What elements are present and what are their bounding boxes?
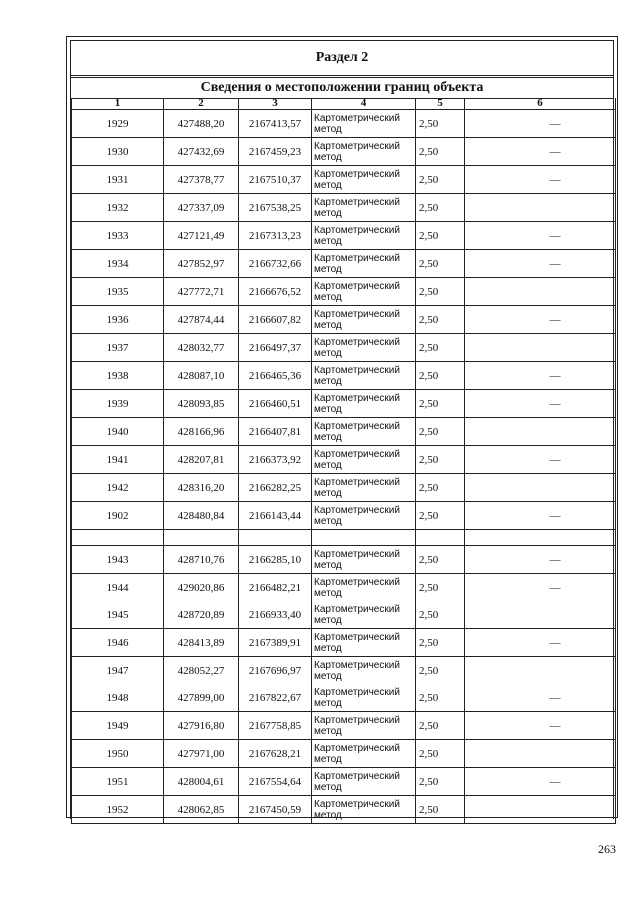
x-coordinate-cell: 429020,86 — [164, 574, 239, 602]
y-coordinate-cell: 2166460,51 — [239, 390, 312, 418]
x-coordinate-cell: 427488,20 — [164, 110, 239, 138]
point-number-cell: 1931 — [72, 166, 164, 194]
x-coordinate-cell: 428166,96 — [164, 418, 239, 446]
table-row — [72, 768, 616, 796]
y-coordinate-cell: 2167413,57 — [239, 110, 312, 138]
note-cell — [465, 250, 616, 278]
note-cell — [465, 657, 616, 685]
note-value: — — [549, 509, 561, 522]
note-value: — — [549, 775, 561, 788]
table-row — [72, 390, 616, 418]
method-cell: Картометрический метод — [312, 306, 416, 334]
method-cell: Картометрический метод — [312, 629, 416, 657]
column-header-4: 4 — [312, 98, 416, 110]
table-row — [72, 629, 616, 657]
method-cell: Картометрический метод — [312, 474, 416, 502]
table-row — [72, 712, 616, 740]
table-row — [72, 138, 616, 166]
precision-cell: 2,50 — [416, 574, 465, 602]
y-coordinate-cell: 2166407,81 — [239, 418, 312, 446]
note-value: — — [549, 691, 561, 704]
note-cell — [465, 574, 616, 602]
table-row — [72, 601, 616, 629]
x-coordinate-cell: 428004,61 — [164, 768, 239, 796]
precision-cell: 2,50 — [416, 334, 465, 362]
x-coordinate-cell: 427378,77 — [164, 166, 239, 194]
note-cell — [465, 110, 616, 138]
precision-cell: 2,50 — [416, 278, 465, 306]
note-cell — [465, 334, 616, 362]
column-header-3: 3 — [239, 98, 312, 110]
table-row — [72, 306, 616, 334]
precision-cell: 2,50 — [416, 446, 465, 474]
y-coordinate-cell: 2166143,44 — [239, 502, 312, 530]
y-coordinate-cell: 2167510,37 — [239, 166, 312, 194]
point-number-cell: 1929 — [72, 110, 164, 138]
point-number-cell: 1930 — [72, 138, 164, 166]
table-row — [72, 110, 616, 138]
note-cell — [465, 362, 616, 390]
point-number-cell: 1934 — [72, 250, 164, 278]
method-cell: Картометрический метод — [312, 334, 416, 362]
boundary-coordinates-table — [71, 98, 616, 824]
table-row — [72, 546, 616, 574]
y-coordinate-cell: 2166482,21 — [239, 574, 312, 602]
method-cell: Картометрический метод — [312, 446, 416, 474]
point-number-cell: 1949 — [72, 712, 164, 740]
y-coordinate-cell: 2167313,23 — [239, 222, 312, 250]
blank-cell — [239, 530, 312, 546]
precision-cell: 2,50 — [416, 712, 465, 740]
note-cell — [465, 502, 616, 530]
method-cell: Картометрический метод — [312, 796, 416, 824]
section-subtitle: Сведения о местоположении границ объекта — [71, 77, 613, 99]
note-value: — — [549, 173, 561, 186]
y-coordinate-cell: 2167459,23 — [239, 138, 312, 166]
table-gap — [72, 530, 616, 546]
precision-cell: 2,50 — [416, 768, 465, 796]
point-number-cell: 1937 — [72, 334, 164, 362]
method-cell: Картометрический метод — [312, 712, 416, 740]
x-coordinate-cell: 427772,71 — [164, 278, 239, 306]
note-cell — [465, 546, 616, 574]
method-cell: Картометрический метод — [312, 502, 416, 530]
note-cell — [465, 138, 616, 166]
section-title: Раздел 2 — [71, 41, 613, 76]
note-cell — [465, 629, 616, 657]
point-number-cell: 1946 — [72, 629, 164, 657]
note-value: — — [549, 369, 561, 382]
note-cell — [465, 418, 616, 446]
table-row — [72, 446, 616, 474]
table-body-part-2 — [72, 546, 616, 824]
table-row — [72, 362, 616, 390]
precision-cell: 2,50 — [416, 110, 465, 138]
y-coordinate-cell: 2167450,59 — [239, 796, 312, 824]
note-cell — [465, 166, 616, 194]
method-cell: Картометрический метод — [312, 166, 416, 194]
method-cell: Картометрический метод — [312, 601, 416, 629]
table-row — [72, 574, 616, 602]
note-cell — [465, 194, 616, 222]
note-value: — — [549, 553, 561, 566]
precision-cell: 2,50 — [416, 546, 465, 574]
point-number-cell: 1936 — [72, 306, 164, 334]
table-row — [72, 796, 616, 824]
method-cell: Картометрический метод — [312, 250, 416, 278]
x-coordinate-cell: 428413,89 — [164, 629, 239, 657]
blank-cell — [312, 530, 416, 546]
y-coordinate-cell: 2167696,97 — [239, 657, 312, 685]
note-value: — — [549, 117, 561, 130]
note-cell — [465, 306, 616, 334]
note-cell — [465, 712, 616, 740]
point-number-cell: 1950 — [72, 740, 164, 768]
table-row — [72, 166, 616, 194]
precision-cell: 2,50 — [416, 166, 465, 194]
section-container — [70, 40, 614, 819]
y-coordinate-cell: 2166607,82 — [239, 306, 312, 334]
note-cell — [465, 740, 616, 768]
y-coordinate-cell: 2167389,91 — [239, 629, 312, 657]
precision-cell: 2,50 — [416, 418, 465, 446]
page-number: 263 — [598, 842, 616, 856]
x-coordinate-cell: 428093,85 — [164, 390, 239, 418]
x-coordinate-cell: 427916,80 — [164, 712, 239, 740]
y-coordinate-cell: 2166373,92 — [239, 446, 312, 474]
method-cell: Картометрический метод — [312, 740, 416, 768]
table-row — [72, 250, 616, 278]
table-row — [72, 474, 616, 502]
method-cell: Картометрический метод — [312, 390, 416, 418]
table-row — [72, 418, 616, 446]
point-number-cell: 1952 — [72, 796, 164, 824]
y-coordinate-cell: 2166933,40 — [239, 601, 312, 629]
x-coordinate-cell: 427337,09 — [164, 194, 239, 222]
precision-cell: 2,50 — [416, 796, 465, 824]
precision-cell: 2,50 — [416, 138, 465, 166]
x-coordinate-cell: 427899,00 — [164, 684, 239, 712]
table-row — [72, 657, 616, 685]
precision-cell: 2,50 — [416, 657, 465, 685]
table-row — [72, 222, 616, 250]
point-number-cell: 1941 — [72, 446, 164, 474]
note-value: — — [549, 145, 561, 158]
note-cell — [465, 390, 616, 418]
method-cell: Картометрический метод — [312, 222, 416, 250]
note-value: — — [549, 229, 561, 242]
x-coordinate-cell: 427971,00 — [164, 740, 239, 768]
y-coordinate-cell: 2167554,64 — [239, 768, 312, 796]
method-cell: Картометрический метод — [312, 546, 416, 574]
point-number-cell: 1940 — [72, 418, 164, 446]
note-value: — — [549, 581, 561, 594]
y-coordinate-cell: 2166465,36 — [239, 362, 312, 390]
table-row — [72, 740, 616, 768]
x-coordinate-cell: 428207,81 — [164, 446, 239, 474]
y-coordinate-cell: 2166497,37 — [239, 334, 312, 362]
note-value: — — [549, 719, 561, 732]
note-cell — [465, 474, 616, 502]
document-frame — [66, 36, 618, 821]
method-cell: Картометрический метод — [312, 362, 416, 390]
table-row — [72, 194, 616, 222]
x-coordinate-cell: 428052,27 — [164, 657, 239, 685]
y-coordinate-cell: 2167758,85 — [239, 712, 312, 740]
note-cell — [465, 796, 616, 824]
precision-cell: 2,50 — [416, 740, 465, 768]
column-header-2: 2 — [164, 98, 239, 110]
note-cell — [465, 278, 616, 306]
method-cell: Картометрический метод — [312, 138, 416, 166]
point-number-cell: 1951 — [72, 768, 164, 796]
x-coordinate-cell: 427874,44 — [164, 306, 239, 334]
precision-cell: 2,50 — [416, 222, 465, 250]
point-number-cell: 1947 — [72, 657, 164, 685]
method-cell: Картометрический метод — [312, 278, 416, 306]
precision-cell: 2,50 — [416, 502, 465, 530]
x-coordinate-cell: 428087,10 — [164, 362, 239, 390]
y-coordinate-cell: 2166282,25 — [239, 474, 312, 502]
y-coordinate-cell: 2166676,52 — [239, 278, 312, 306]
note-value: — — [549, 313, 561, 326]
y-coordinate-cell: 2166285,10 — [239, 546, 312, 574]
note-cell — [465, 768, 616, 796]
x-coordinate-cell: 428316,20 — [164, 474, 239, 502]
precision-cell: 2,50 — [416, 194, 465, 222]
column-header-5: 5 — [416, 98, 465, 110]
point-number-cell: 1942 — [72, 474, 164, 502]
point-number-cell: 1932 — [72, 194, 164, 222]
y-coordinate-cell: 2167538,25 — [239, 194, 312, 222]
note-value: — — [549, 453, 561, 466]
point-number-cell: 1945 — [72, 601, 164, 629]
x-coordinate-cell: 427121,49 — [164, 222, 239, 250]
column-header-1: 1 — [72, 98, 164, 110]
blank-row — [72, 530, 616, 546]
table-row — [72, 684, 616, 712]
x-coordinate-cell: 428062,85 — [164, 796, 239, 824]
x-coordinate-cell: 428710,76 — [164, 546, 239, 574]
point-number-cell: 1943 — [72, 546, 164, 574]
point-number-cell: 1902 — [72, 502, 164, 530]
note-value: — — [549, 257, 561, 270]
table-row — [72, 502, 616, 530]
method-cell: Картометрический метод — [312, 768, 416, 796]
point-number-cell: 1948 — [72, 684, 164, 712]
blank-cell — [164, 530, 239, 546]
y-coordinate-cell: 2166732,66 — [239, 250, 312, 278]
precision-cell: 2,50 — [416, 362, 465, 390]
note-value: — — [549, 636, 561, 649]
precision-cell: 2,50 — [416, 684, 465, 712]
point-number-cell: 1935 — [72, 278, 164, 306]
precision-cell: 2,50 — [416, 601, 465, 629]
point-number-cell: 1938 — [72, 362, 164, 390]
x-coordinate-cell: 427852,97 — [164, 250, 239, 278]
x-coordinate-cell: 428032,77 — [164, 334, 239, 362]
blank-cell — [465, 530, 616, 546]
precision-cell: 2,50 — [416, 306, 465, 334]
method-cell: Картометрический метод — [312, 684, 416, 712]
table-header-row — [72, 98, 616, 110]
precision-cell: 2,50 — [416, 250, 465, 278]
precision-cell: 2,50 — [416, 474, 465, 502]
blank-cell — [72, 530, 164, 546]
column-header-6: 6 — [465, 98, 616, 110]
y-coordinate-cell: 2167822,67 — [239, 684, 312, 712]
precision-cell: 2,50 — [416, 629, 465, 657]
method-cell: Картометрический метод — [312, 418, 416, 446]
method-cell: Картометрический метод — [312, 194, 416, 222]
note-cell — [465, 684, 616, 712]
note-cell — [465, 601, 616, 629]
blank-cell — [416, 530, 465, 546]
note-cell — [465, 446, 616, 474]
x-coordinate-cell: 428480,84 — [164, 502, 239, 530]
table-row — [72, 278, 616, 306]
point-number-cell: 1939 — [72, 390, 164, 418]
table-row — [72, 334, 616, 362]
x-coordinate-cell: 428720,89 — [164, 601, 239, 629]
point-number-cell: 1944 — [72, 574, 164, 602]
table-body-part-1 — [72, 110, 616, 530]
point-number-cell: 1933 — [72, 222, 164, 250]
x-coordinate-cell: 427432,69 — [164, 138, 239, 166]
note-cell — [465, 222, 616, 250]
method-cell: Картометрический метод — [312, 574, 416, 602]
method-cell: Картометрический метод — [312, 657, 416, 685]
precision-cell: 2,50 — [416, 390, 465, 418]
y-coordinate-cell: 2167628,21 — [239, 740, 312, 768]
method-cell: Картометрический метод — [312, 110, 416, 138]
note-value: — — [549, 397, 561, 410]
